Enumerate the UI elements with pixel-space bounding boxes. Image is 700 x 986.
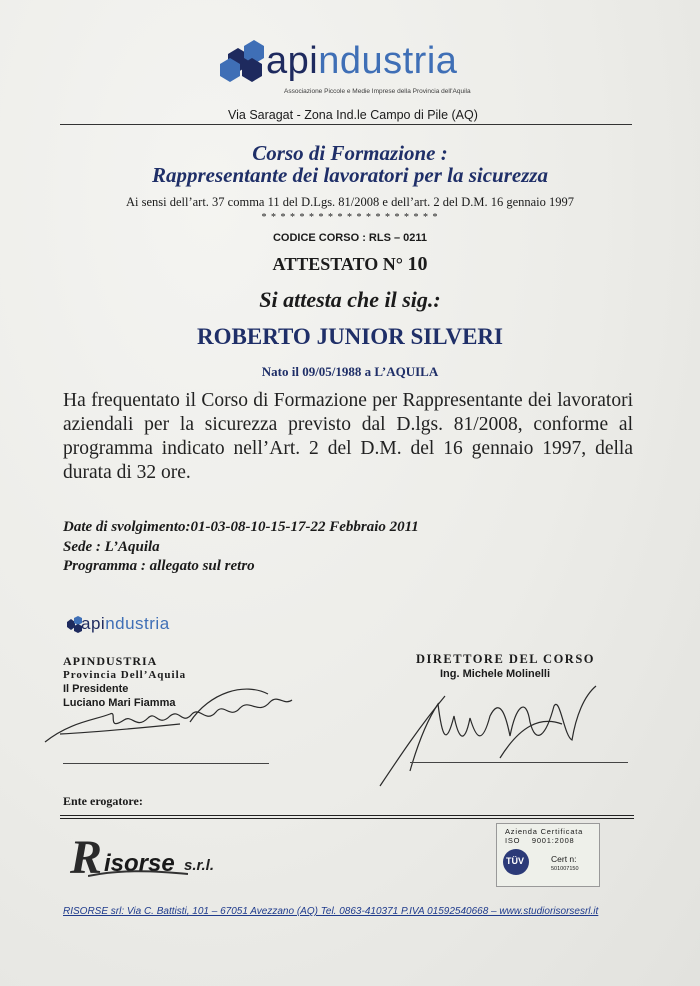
iso-certification-badge [496, 823, 600, 887]
birth-info: Nato il 09/05/1988 a L’AQUILA [261, 364, 439, 379]
star-separator: * * * * * * * * * * * * * * * * * * * [261, 212, 439, 223]
left-role: Il Presidente [63, 683, 129, 695]
hexagon-cubes-icon [214, 40, 272, 86]
small-logo-wordmark: apindustria [81, 614, 170, 633]
provider-label: Ente erogatore: [63, 794, 143, 808]
cert-label: Cert n: [551, 854, 577, 864]
provider-divider-1 [60, 815, 634, 816]
left-person: Luciano Mari Fiamma [63, 697, 176, 709]
tuv-mark: TÜV [506, 856, 524, 866]
legal-reference: Ai sensi dell’art. 37 comma 11 del D.Lgs. 81/2008 e dell’art. 2 del D.M. 16 gennaio 1997 [125, 195, 575, 209]
certificate-body: Ha frequentato il Corso di Formazione per Rappresentante dei lavoratori aziendali per la sicurezza previsto dal D.lgs. 81/2008, conforme al programma indicato nell’Art. 2 del D.M. del 16 gennaio 1997, della durata di 32 ore. [63, 390, 633, 483]
footer-contact: RISORSE srl: Via C. Battisti, 101 – 67051 Avezzano (AQ) Tel. 0863-410371 P.IVA 01592540668 – www.studiorisorsesrl.it [63, 906, 599, 917]
apindustria-logo [214, 38, 474, 100]
risorse-logo-word: isorse [104, 850, 175, 877]
logo-subtitle: Associazione Piccole e Medie Imprese della Provincia dell'Aquila [284, 88, 471, 95]
course-code: CODICE CORSO : RLS – 0211 [272, 232, 428, 244]
left-signature-line [63, 763, 269, 764]
certificate-label: ATTESTATO N° [272, 254, 403, 274]
cert-line2: ISO 9001:2008 [505, 836, 575, 845]
course-title-line2: Rappresentante dei lavoratori per la sicurezza [151, 163, 549, 187]
header-divider [60, 124, 632, 125]
certificate-number: 10 [407, 253, 428, 275]
logo-swoosh-icon [88, 868, 188, 880]
recipient-name: ROBERTO JUNIOR SILVERI [197, 324, 503, 349]
logo-wordmark: apindustria [266, 40, 458, 82]
right-signature-line [410, 762, 628, 763]
course-venue: Sede : L’Aquila [63, 539, 160, 555]
address: Via Saragat - Zona Ind.le Campo di Pile (AQ) [228, 108, 478, 122]
course-title-line1: Corso di Formazione : [252, 141, 448, 165]
cert-number: 501007150 [551, 866, 579, 872]
right-person: Ing. Michele Molinelli [440, 668, 551, 680]
provider-divider-2 [60, 818, 634, 819]
apindustria-small-logo [63, 614, 193, 644]
left-handwritten-signature [40, 672, 300, 752]
left-org: APINDUSTRIA [63, 654, 158, 668]
risorse-logo-initial: R [70, 831, 103, 884]
right-handwritten-signature [350, 676, 620, 796]
course-dates: Date di svolgimento:01-03-08-10-15-17-22 Febbraio 2011 [63, 519, 419, 535]
course-program: Programma : allegato sul retro [63, 558, 255, 574]
risorse-logo [70, 830, 240, 886]
left-province: Provincia Dell’Aquila [63, 669, 187, 681]
certificate-intro: Si attesta che il sig.: [259, 287, 441, 312]
right-role: DIRETTORE DEL CORSO [416, 652, 596, 666]
risorse-logo-suffix: s.r.l. [184, 857, 215, 874]
cert-line1: Azienda Certificata [505, 827, 584, 836]
certificate-number-line [0, 253, 700, 276]
tuv-icon [503, 849, 529, 875]
